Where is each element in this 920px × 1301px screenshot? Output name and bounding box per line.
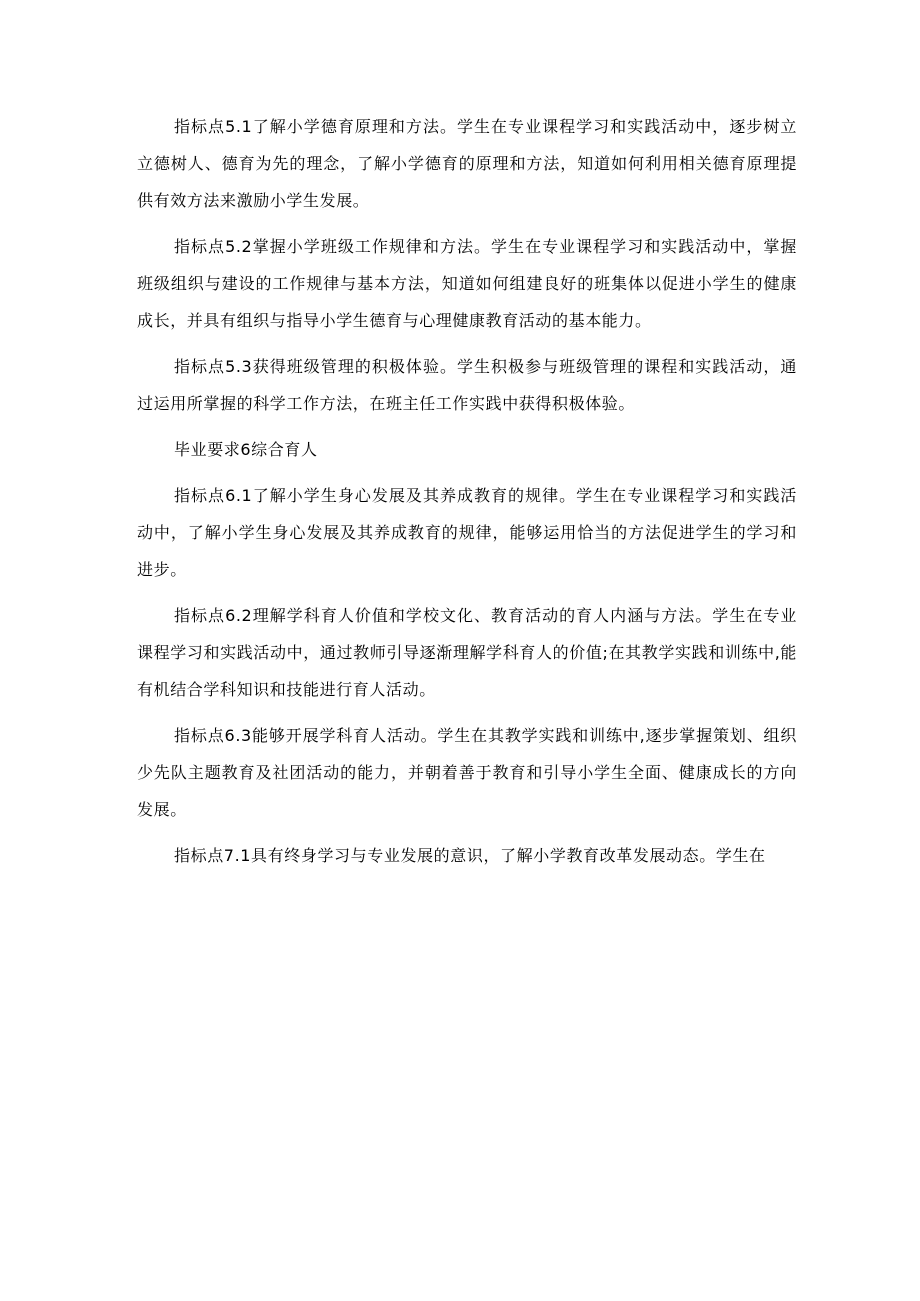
paragraph-indicator-5-2: 指标点5.2掌握小学班级工作规律和方法。学生在专业课程学习和实践活动中，掌握班级组织与建设的工作规律与基本方法，知道如何组建良好的班集体以促进小学生的健康成长，并具有组织与指导小学生德育与心理健康教育活动的基本能力。 bbox=[137, 237, 797, 330]
paragraph-indicator-7-1: 指标点7.1具有终身学习与专业发展的意识，了解小学教育改革发展动态。学生在 bbox=[174, 846, 766, 865]
paragraph-indicator-6-2: 指标点6.2理解学科育人价值和学校文化、教育活动的育人内涵与方法。学生在专业课程学习和实践活动中，通过教师引导逐渐理解学科育人的价值;在其教学实践和训练中,能有机结合学科知识和技能进行育人活动。 bbox=[137, 606, 797, 699]
paragraph-indicator-6-1: 指标点6.1了解小学生身心发展及其养成教育的规律。学生在专业课程学习和实践活动中，了解小学生身心发展及其养成教育的规律，能够运用恰当的方法促进学生的学习和进步。 bbox=[137, 486, 797, 579]
paragraph-indicator-6-3: 指标点6.3能够开展学科育人活动。学生在其教学实践和训练中,逐步掌握策划、组织少先队主题教育及社团活动的能力，并朝着善于教育和引导小学生全面、健康成长的方向发展。 bbox=[137, 726, 797, 819]
paragraph-indicator-5-3: 指标点5.3获得班级管理的积极体验。学生积极参与班级管理的课程和实践活动，通过运用所掌握的科学工作方法，在班主任工作实践中获得积极体验。 bbox=[137, 357, 797, 413]
document-body bbox=[137, 108, 797, 883]
heading-requirement-6: 毕业要求6综合育人 bbox=[174, 440, 318, 459]
paragraph-indicator-5-1: 指标点5.1了解小学德育原理和方法。学生在专业课程学习和实践活动中，逐步树立立德树人、德育为先的理念，了解小学德育的原理和方法，知道如何利用相关德育原理提供有效方法来激励小学生发展。 bbox=[137, 117, 797, 210]
